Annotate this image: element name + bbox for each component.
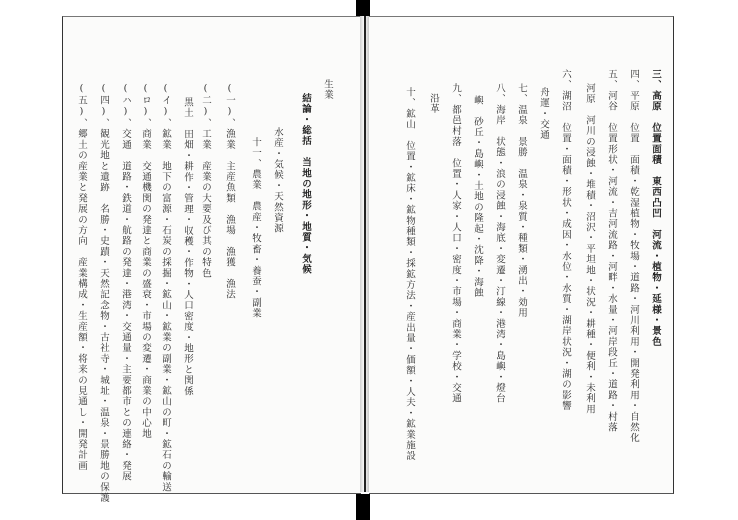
text-column: 水産・気候・天然資源 bbox=[272, 127, 283, 234]
text-column: 河原 河川の浸蝕・堆積・沼沢・平坦地・状況・耕種・便利・未利用 bbox=[584, 83, 595, 415]
text-column: 沿革 bbox=[428, 93, 439, 115]
text-column: (五)、郷土の産業と発展の方向 産業構成・生産額・将来の見通し・開発計画 bbox=[76, 83, 87, 472]
text-column: 四、平原 位置 面積・乾湿植物・牧場・道路・河川利用・開発利用・自然化 bbox=[628, 69, 639, 444]
text-column: 八、海岸 状態・浪の浸蝕・海底・変遷・汀線・港湾・島嶼・燈台 bbox=[494, 83, 505, 404]
binding-tab-top bbox=[356, 0, 370, 16]
text-column: 生業 bbox=[322, 79, 333, 101]
right-page bbox=[369, 16, 674, 494]
text-column: 十、鉱山 位置・鉱床・鉱物種類・採鉱方法・産出量・価額・人夫・鉱業施設 bbox=[404, 87, 415, 462]
text-column: 黒土 田畑・耕作・管理・収穫・作物・人口密度・地形と関係 bbox=[182, 97, 193, 397]
binding-tab-bottom bbox=[356, 494, 370, 520]
left-page bbox=[62, 16, 361, 504]
text-column: 三、高原 位置面積 東西凸凹 河流・植物・延様・景色 bbox=[650, 69, 661, 348]
text-column: (ハ)、交通 道路・鉄道・航路の発達・港湾・交通量・主要都市との連絡・発展 bbox=[120, 83, 131, 482]
text-column: 舟運・交通 bbox=[538, 87, 549, 141]
text-column: (一)、漁業 主産魚類 漁場 漁獲 漁法 bbox=[224, 83, 235, 300]
text-column: 五、河谷 位置形状・河流・吉河流路・河畔・水量・河岸段丘・道路・村落 bbox=[606, 69, 617, 433]
text-column: 十一、農業 農産・牧畜・養蚕・副業 bbox=[250, 137, 261, 319]
text-column: 結論・総括 当地の地形・地質・気候 bbox=[300, 93, 311, 275]
text-column: (イ)、鉱業 地下の富源・石炭の採掘・鉱山・鉱業の副業・鉱山の町・鉱石の輸送 bbox=[160, 83, 171, 493]
text-column: (二)、工業 産業の大要及び其の特色 bbox=[200, 83, 211, 279]
text-column: 七、温泉 景勝 温泉・泉質・種類・湧出・効用 bbox=[516, 83, 527, 319]
text-column: 九、都邑村落 位置・人家・人口・密度・市場・商業・学校・交通 bbox=[450, 83, 461, 404]
binding-line bbox=[364, 16, 366, 492]
text-column: (四)、観光地と遺跡 名勝・史蹟・天然記念物・古社寺・城址・温泉・景勝地の保護 bbox=[98, 83, 109, 504]
text-column: (ロ)、商業 交通機関の発達と商業の盛衰・市場の変遷・商業の中心地 bbox=[140, 83, 151, 440]
text-column: 六、湖沼 位置・面積・形状・成因・水位・水質・湖岸状況・湖の影響 bbox=[560, 69, 571, 412]
text-column: 嶼 砂丘・島嶼・土地の隆起・沈降・海蝕 bbox=[472, 95, 483, 299]
